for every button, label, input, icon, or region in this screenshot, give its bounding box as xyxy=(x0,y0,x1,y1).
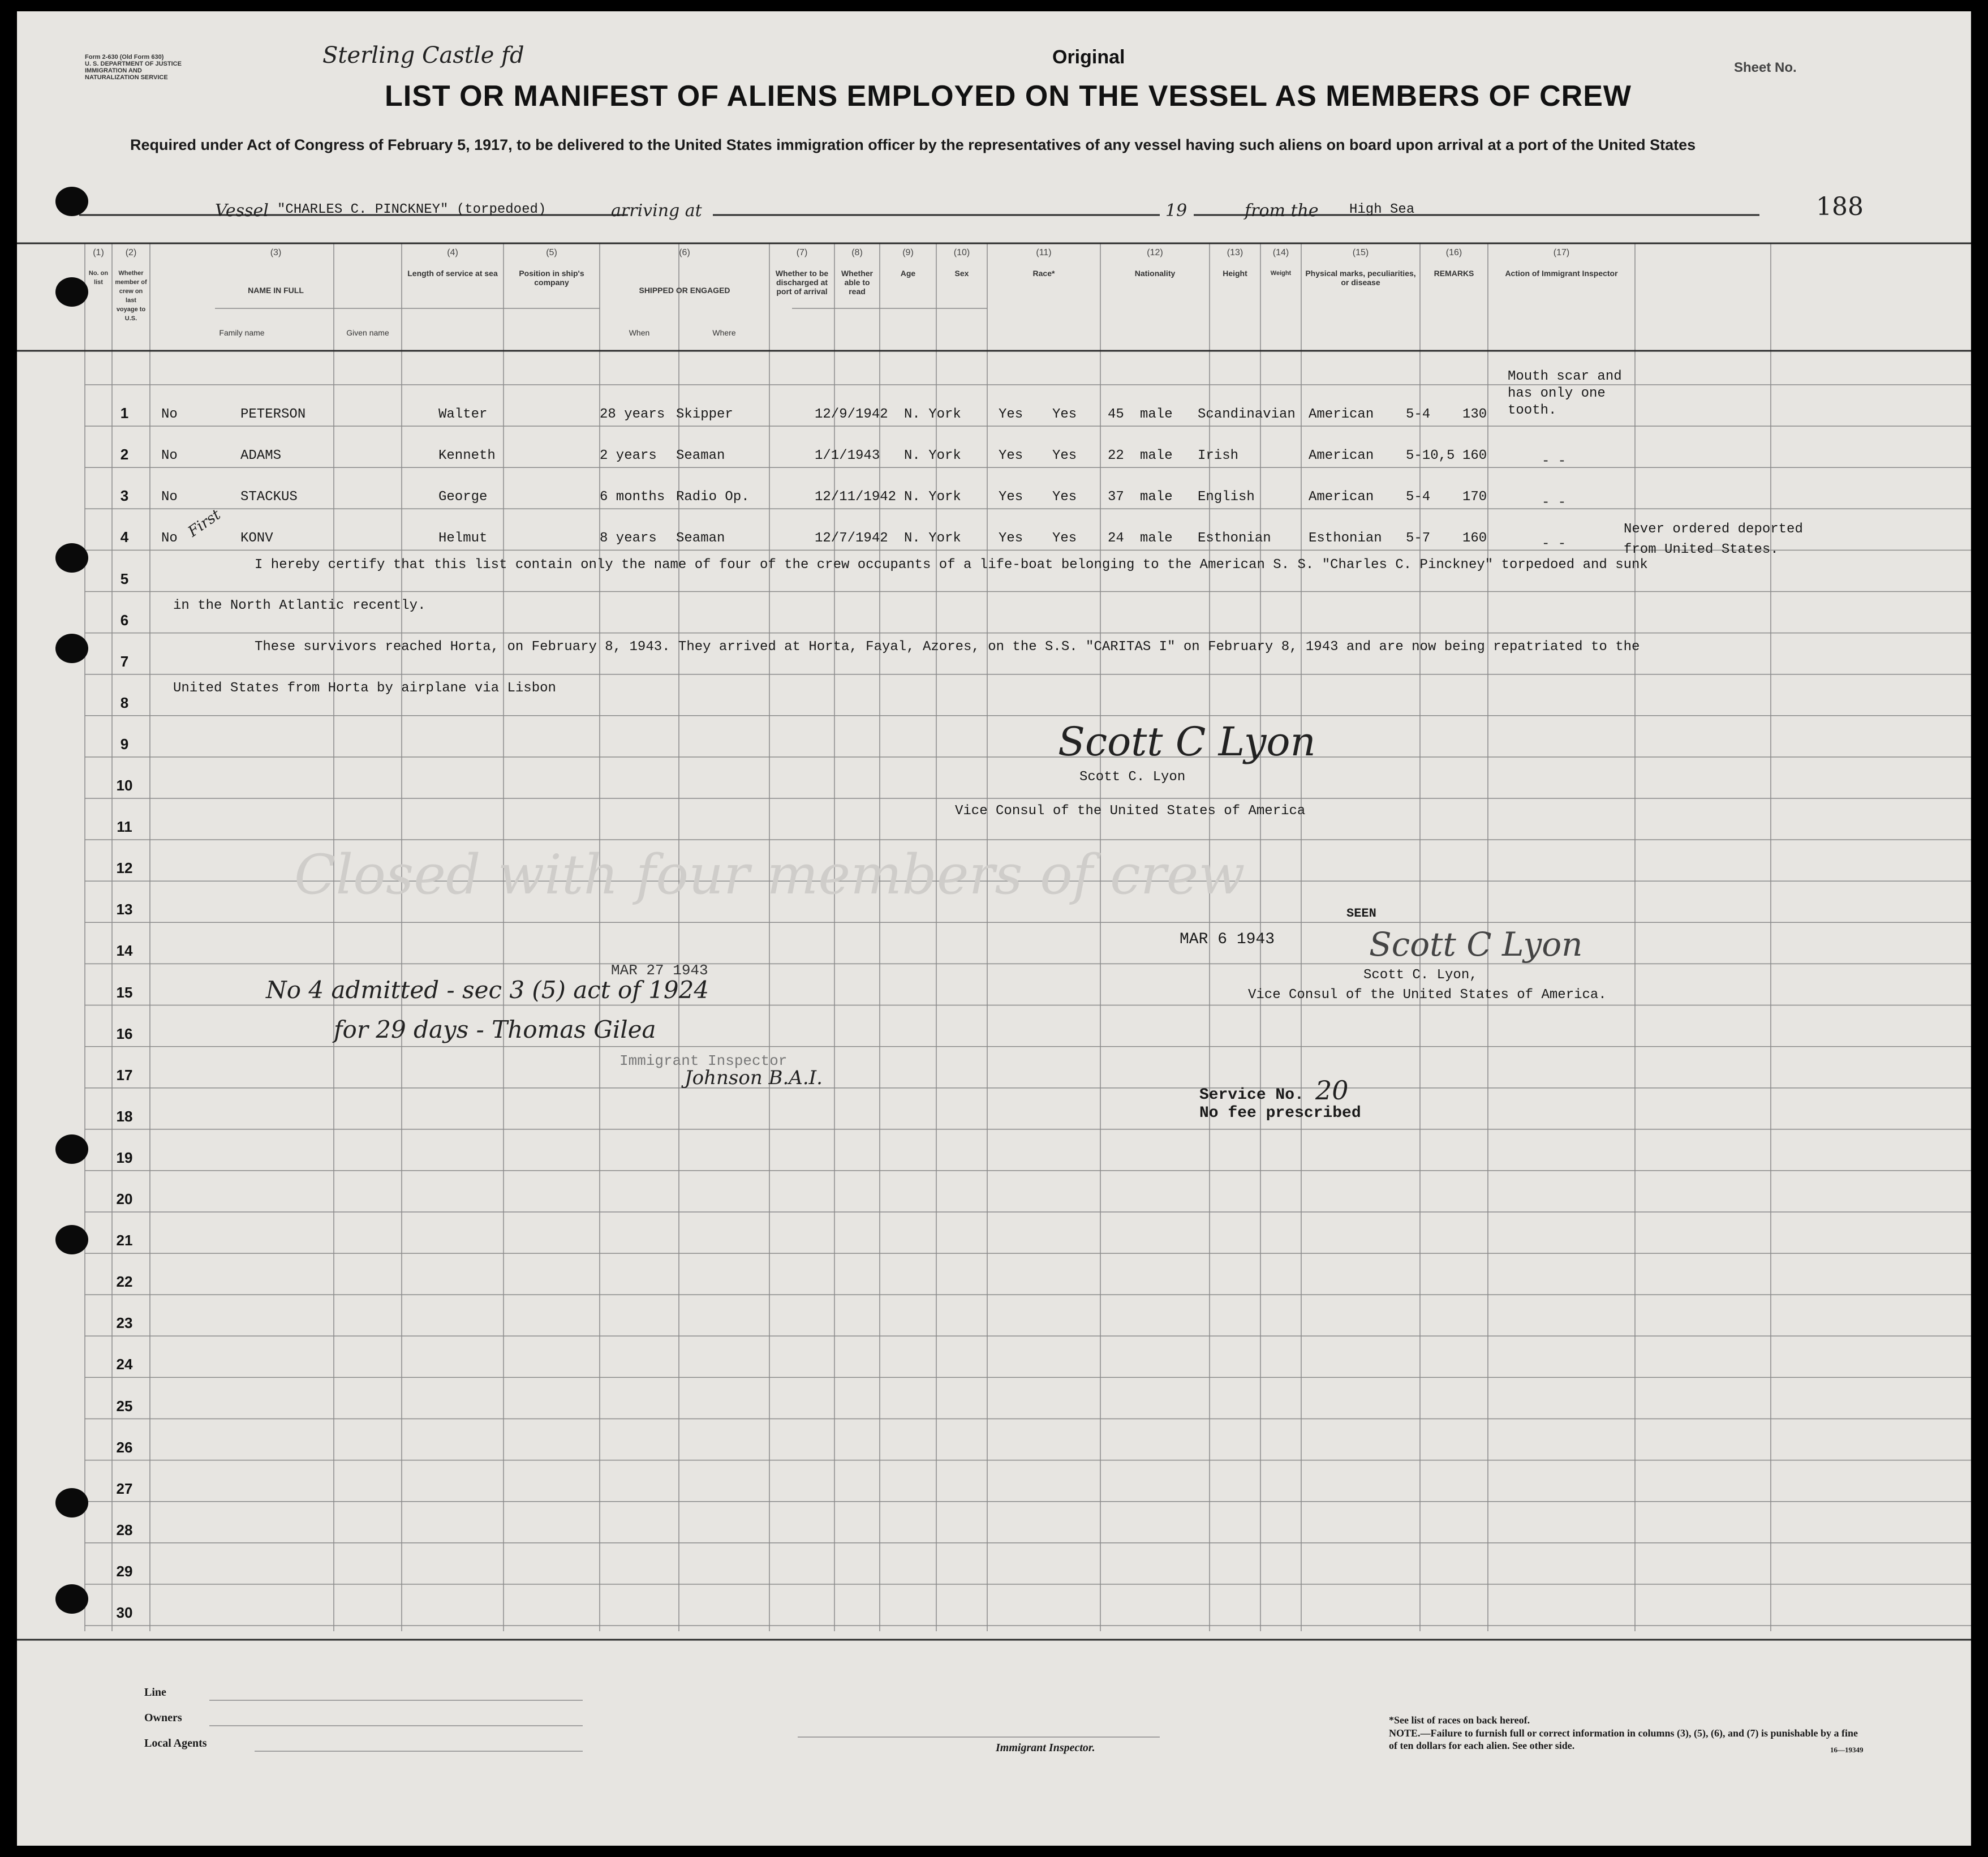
crew-cell-given: Kenneth xyxy=(438,448,496,464)
inspector-note-line1: No 4 admitted - sec 3 (5) act of 1924 xyxy=(266,976,709,1004)
column-header: NAME IN FULL xyxy=(248,286,304,295)
page-number: 188 xyxy=(1816,192,1864,221)
certification-line: United States from Horta by airplane via Lisbon xyxy=(173,681,556,696)
row-number: 12 xyxy=(116,859,133,877)
row-number: 29 xyxy=(116,1562,133,1580)
vessel-value: "CHARLES C. PINCKNEY" (torpedoed) xyxy=(277,202,547,217)
column-number: (3) xyxy=(270,248,282,257)
seen-date: MAR 6 1943 xyxy=(1180,931,1275,948)
column-number: (10) xyxy=(953,248,970,257)
punch-hole xyxy=(55,543,88,573)
seen-signature: Scott C Lyon xyxy=(1369,925,1583,964)
column-header: No. on list xyxy=(88,270,109,286)
crew-cell-marks: - - xyxy=(1542,536,1567,552)
column-header: Race* xyxy=(1032,269,1055,278)
column-number: (9) xyxy=(902,248,914,257)
column-number: (16) xyxy=(1445,248,1462,257)
crew-cell-sex: male xyxy=(1140,448,1173,464)
crew-cell-discharged: Yes xyxy=(999,448,1023,464)
crew-cell-service: 8 years xyxy=(600,531,657,547)
crew-cell-nationality: Esthonian xyxy=(1309,531,1382,547)
column-number: (5) xyxy=(546,248,557,257)
inspector-initials: Johnson B.A.I. xyxy=(685,1067,823,1089)
crew-cell-position: Radio Op. xyxy=(676,489,750,505)
crew-cell-race: Esthonian xyxy=(1198,531,1271,547)
crew-cell-service: 28 years xyxy=(600,407,665,423)
punch-hole xyxy=(55,1225,88,1254)
footer-inspector-label: Immigrant Inspector. xyxy=(996,1742,1095,1754)
from-value: High Sea xyxy=(1349,202,1415,217)
crew-cell-position: Seaman xyxy=(676,531,725,547)
crew-cell-nationality: American xyxy=(1309,489,1374,505)
row-number: 22 xyxy=(116,1273,133,1291)
crew-cell-weight: 160 xyxy=(1462,448,1487,464)
crew-cell-given: Helmut xyxy=(438,531,488,547)
row-number: 25 xyxy=(116,1397,133,1415)
column-subheader: Given name xyxy=(346,328,389,337)
first-note: First xyxy=(185,506,224,541)
crew-cell-family: KONV xyxy=(240,531,273,547)
column-header: Whether to be discharged at port of arrival xyxy=(775,269,829,296)
crew-cell-age: 45 xyxy=(1108,407,1124,423)
crew-cell-sex: male xyxy=(1140,531,1173,547)
punch-hole xyxy=(55,1584,88,1614)
row-number: 10 xyxy=(116,777,133,794)
inspector-stamp: Immigrant Inspector xyxy=(619,1052,788,1069)
crew-cell-discharged: Yes xyxy=(999,407,1023,423)
crew-cell-family: PETERSON xyxy=(240,407,306,423)
certification-line: in the North Atlantic recently. xyxy=(173,598,426,613)
form-id: Form 2-630 (Old Form 630) U. S. DEPARTMENT OF JUSTICE IMMIGRATION AND NATURALIZATION SERVICE xyxy=(85,54,182,81)
crew-cell-height: 5-4 xyxy=(1406,489,1431,505)
crew-cell-weight: 160 xyxy=(1462,531,1487,547)
column-number: (1) xyxy=(93,248,104,257)
crew-cell-weight: 130 xyxy=(1462,407,1487,423)
form-title: LIST OR MANIFEST OF ALIENS EMPLOYED ON THE VESSEL AS MEMBERS OF CREW xyxy=(385,80,1632,113)
row-number: 18 xyxy=(116,1107,133,1125)
column-header: Whether able to read xyxy=(841,269,873,296)
column-number: (4) xyxy=(447,248,458,257)
crew-cell-height: 5-4 xyxy=(1406,407,1431,423)
crew-cell-height: 5-10,5 xyxy=(1406,448,1455,464)
column-subheader: Where xyxy=(712,328,736,337)
row-number: 7 xyxy=(120,652,129,670)
crew-cell-marks: - - xyxy=(1542,495,1567,511)
crew-cell-service: 6 months xyxy=(600,489,665,505)
certification-line: I hereby certify that this list contain only the name of four of the crew occupants of a life-boat belonging to the American S. S. "Charles C. Pinckney" torpedoed and sunk xyxy=(255,557,1648,573)
punch-hole xyxy=(55,1134,88,1164)
crew-cell-nationality: American xyxy=(1309,448,1374,464)
column-header: Length of service at sea xyxy=(407,269,498,278)
column-header: Age xyxy=(900,269,916,278)
crew-cell-read: Yes xyxy=(1052,531,1077,547)
row-number: 20 xyxy=(116,1190,133,1207)
certification-line: These survivors reached Horta, on February 8, 1943. They arrived at Horta, Fayal, Azores, on the S.S. "CARITAS I" on February 8, 1943 and are now being repatriated to the xyxy=(255,639,1640,655)
vessel-label: Vessel xyxy=(215,201,269,221)
service-number: 20 xyxy=(1315,1075,1349,1106)
crew-cell-given: Walter xyxy=(438,407,488,423)
column-number: (2) xyxy=(125,248,137,257)
column-number: (15) xyxy=(1352,248,1369,257)
crew-cell-position: Skipper xyxy=(676,407,733,423)
row-number: 13 xyxy=(116,901,133,918)
service-label: Service No. xyxy=(1199,1086,1304,1104)
crew-cell-position: Seaman xyxy=(676,448,725,464)
crew-cell-no: No xyxy=(161,489,178,505)
column-number: (7) xyxy=(796,248,808,257)
row-number: 30 xyxy=(116,1604,133,1621)
column-header: Nationality xyxy=(1134,269,1176,278)
footer-agents-label: Local Agents xyxy=(144,1737,207,1749)
row-number: 24 xyxy=(116,1356,133,1373)
crew-cell-when: 12/11/1942 xyxy=(815,489,897,505)
row-number: 14 xyxy=(116,942,133,960)
consul-title: Vice Consul of the United States of America xyxy=(955,803,1306,819)
crew-cell-service: 2 years xyxy=(600,448,657,464)
crew-cell-no: No xyxy=(161,531,178,547)
row-number: 1 xyxy=(120,405,129,422)
crew-cell-discharged: Yes xyxy=(999,531,1023,547)
column-header: Whether member of crew on last voyage to U.S. xyxy=(115,270,147,322)
crew-cell-when: 1/1/1943 xyxy=(815,448,880,464)
column-header: Action of Immigrant Inspector xyxy=(1505,269,1618,278)
row-number: 16 xyxy=(116,1025,133,1042)
crew-cell-age: 22 xyxy=(1108,448,1124,464)
crew-cell-nationality: American xyxy=(1309,407,1374,423)
seen-label: SEEN xyxy=(1346,906,1376,921)
crew-cell-marks: Mouth scar and has only one tooth. xyxy=(1508,369,1622,419)
crew-cell-race: Scandinavian xyxy=(1198,407,1296,423)
from-label: from the xyxy=(1245,201,1319,221)
manifest-page xyxy=(17,11,1971,1846)
punch-hole xyxy=(55,187,88,216)
crew-cell-where: N. York xyxy=(904,531,961,547)
row-number: 4 xyxy=(120,528,129,546)
crew-cell-weight: 170 xyxy=(1462,489,1487,505)
arriving-label: arriving at xyxy=(611,201,702,221)
crew-cell-where: N. York xyxy=(904,407,961,423)
row-number: 28 xyxy=(116,1521,133,1538)
fine-note: NOTE.—Failure to furnish full or correct information in columns (3), (5), (6), and (7) is punishable by a fine of ten dollars for each alien. See other side. xyxy=(1389,1727,1858,1751)
row-number: 21 xyxy=(116,1232,133,1249)
punch-hole xyxy=(55,634,88,663)
footer-owners-label: Owners xyxy=(144,1712,182,1724)
row-number: 23 xyxy=(116,1314,133,1332)
column-header: Weight xyxy=(1270,270,1292,277)
row-number: 8 xyxy=(120,694,129,711)
column-header: SHIPPED OR ENGAGED xyxy=(639,286,730,295)
crew-cell-where: N. York xyxy=(904,489,961,505)
column-number: (11) xyxy=(1036,248,1052,257)
row-number: 15 xyxy=(116,983,133,1001)
column-header: REMARKS xyxy=(1434,269,1474,278)
seen-name: Scott C. Lyon, xyxy=(1363,968,1478,983)
column-number: (17) xyxy=(1553,248,1570,257)
row-number: 27 xyxy=(116,1480,133,1497)
punch-hole xyxy=(55,1488,88,1518)
column-number: (14) xyxy=(1272,248,1289,257)
row-number: 3 xyxy=(120,487,129,505)
row-number: 2 xyxy=(120,446,129,463)
column-header: Sex xyxy=(954,269,969,278)
column-header: Position in ship's company xyxy=(519,269,584,287)
crew-cell-read: Yes xyxy=(1052,489,1077,505)
crew-cell-read: Yes xyxy=(1052,407,1077,423)
footer-line-label: Line xyxy=(144,1686,166,1699)
crew-cell-read: Yes xyxy=(1052,448,1077,464)
punch-hole xyxy=(55,277,88,307)
inspector-note-line2: for 29 days - Thomas Gilea xyxy=(334,1016,656,1043)
row-number: 5 xyxy=(120,570,129,587)
crew-cell-age: 37 xyxy=(1108,489,1124,505)
sheet-label: Sheet No. xyxy=(1734,60,1797,75)
column-subheader: Family name xyxy=(219,328,265,337)
column-header: Height xyxy=(1223,269,1247,278)
corner-annotation: Sterling Castle fd xyxy=(322,42,524,68)
column-number: (8) xyxy=(851,248,863,257)
consul-name: Scott C. Lyon xyxy=(1079,770,1186,785)
crew-cell-height: 5-7 xyxy=(1406,531,1431,547)
crew-cell-family: STACKUS xyxy=(240,489,298,505)
row-number: 17 xyxy=(116,1066,133,1084)
crew-cell-no: No xyxy=(161,448,178,464)
faint-note: Closed with four members of crew xyxy=(294,843,1245,906)
crew-cell-sex: male xyxy=(1140,407,1173,423)
form-subtitle: Required under Act of Congress of February 5, 1917, to be delivered to the United States immigration officer by the representatives of any vessel having such aliens on board upon arrival at a port of the United States xyxy=(130,136,1696,153)
crew-cell-no: No xyxy=(161,407,178,423)
original-label: Original xyxy=(1052,46,1125,68)
crew-cell-sex: male xyxy=(1140,489,1173,505)
row-number: 11 xyxy=(117,818,132,836)
crew-cell-where: N. York xyxy=(904,448,961,464)
crew-cell-family: ADAMS xyxy=(240,448,282,464)
column-header: Physical marks, peculiarities, or disease xyxy=(1305,269,1416,287)
crew-cell-age: 24 xyxy=(1108,531,1124,547)
crew-cell-discharged: Yes xyxy=(999,489,1023,505)
crew-cell-marks: - - xyxy=(1542,454,1567,470)
year-label: 19 xyxy=(1165,201,1187,221)
column-number: (6) xyxy=(679,248,690,257)
inspector-date: MAR 27 1943 xyxy=(611,962,708,979)
crew-cell-remarks: Never ordered deported from United States. xyxy=(1624,522,1803,558)
row-number: 9 xyxy=(120,735,129,753)
row-number: 19 xyxy=(116,1149,133,1166)
column-subheader: When xyxy=(629,328,650,337)
races-note: *See list of races on back hereof. xyxy=(1389,1714,1530,1726)
consul-signature: Scott C Lyon xyxy=(1058,719,1316,765)
column-number: (13) xyxy=(1227,248,1243,257)
crew-cell-when: 12/9/1942 xyxy=(815,407,888,423)
form-number: 16—19349 xyxy=(1830,1746,1864,1754)
row-number: 26 xyxy=(116,1438,133,1456)
crew-cell-when: 12/7/1942 xyxy=(815,531,888,547)
crew-cell-race: English xyxy=(1198,489,1255,505)
row-number: 6 xyxy=(120,611,129,629)
fee-note: No fee prescribed xyxy=(1199,1104,1361,1122)
crew-cell-race: Irish xyxy=(1198,448,1239,464)
column-number: (12) xyxy=(1147,248,1163,257)
seen-title: Vice Consul of the United States of America. xyxy=(1248,987,1607,1003)
crew-cell-given: George xyxy=(438,489,488,505)
